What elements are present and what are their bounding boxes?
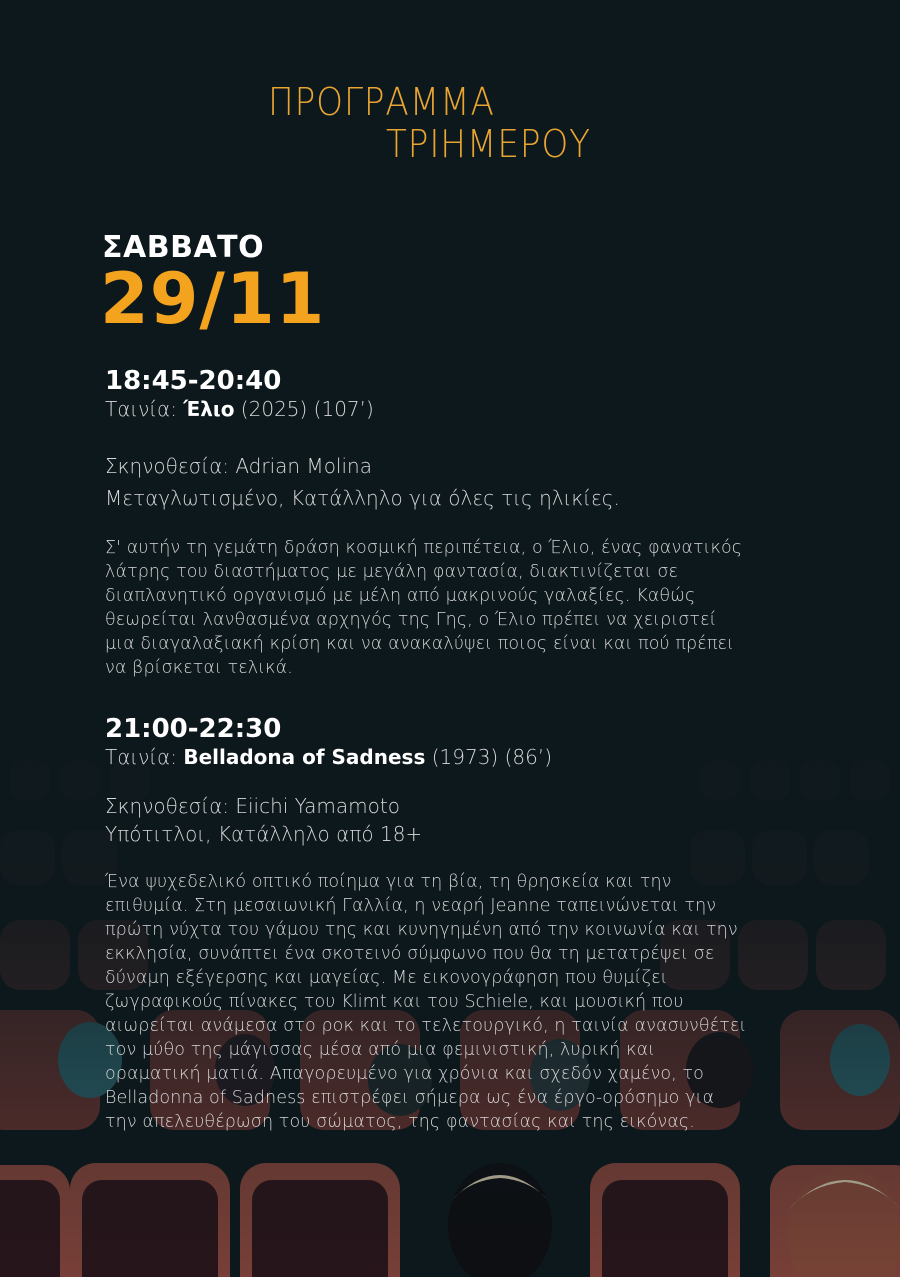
- film-director: Σκηνοθεσία: Adrian Molina: [105, 454, 372, 478]
- description-line: θεωρείται λανθασμένα αρχηγός της Γης, ο Έλιο πρέπει να χειριστεί: [105, 610, 717, 630]
- day-name: ΣΑΒΒΑΤΟ: [102, 230, 265, 265]
- film-info: Μεταγλωτισμένο, Κατάλληλο για όλες τις ηλικίες.: [105, 486, 620, 510]
- screening-2: [105, 714, 825, 1134]
- description-line: επιθυμία. Στη μεσαιωνική Γαλλία, η νεαρή Jeanne ταπεινώνεται την: [105, 896, 717, 916]
- film-label: Ταινία:: [105, 397, 184, 421]
- description-line: Σ' αυτήν τη γεμάτη δράση κοσμική περιπέτεια, ο Έλιο, ένας φανατικός: [105, 538, 743, 558]
- film-label: Ταινία:: [105, 745, 184, 769]
- film-line: [105, 396, 825, 422]
- description-line: πρώτη νύχτα του γάμου της και κυνηγημένη από την κοινωνία και την: [105, 920, 738, 940]
- screening-1: [105, 366, 825, 680]
- program-title-line-2: ΤΡΙΗΜΕΡΟΥ: [386, 122, 591, 166]
- description-line: ζωγραφικούς πίνακες του Klimt και του Schiele, και μουσική που: [105, 992, 684, 1012]
- description-line: οραματική ματιά. Απαγορευμένο για χρόνια και σχεδόν χαμένο, το: [105, 1064, 704, 1084]
- film-info: Υπότιτλοι, Κατάλληλο από 18+: [105, 822, 423, 846]
- description-line: την απελευθέρωση του σώματος, της φαντασίας και της εικόνας.: [105, 1112, 695, 1132]
- film-details: (2025) (107’): [234, 397, 374, 421]
- film-description: [105, 870, 825, 1134]
- day-date: 29/11: [100, 258, 326, 340]
- description-line: αιωρείται ανάμεσα στο ροκ και το τελετουργικό, η ταινία ανασυνθέτει: [105, 1016, 747, 1036]
- description-line: Ένα ψυχεδελικό οπτικό ποίημα για τη βία, τη θρησκεία και την: [105, 872, 672, 892]
- film-title: Έλιο: [183, 397, 235, 421]
- screening-time: 21:00-22:30: [105, 714, 282, 744]
- description-line: Belladonna of Sadness επιστρέφει σήμερα ως ένα έργο-ορόσημο για: [105, 1088, 715, 1108]
- film-title: Belladona of Sadness: [183, 745, 426, 769]
- description-line: διαπλανητικό οργανισμό με μέλη από μακρινούς γαλαξίες. Καθώς: [105, 586, 696, 606]
- film-description: [105, 536, 825, 680]
- film-director: Σκηνοθεσία: Eiichi Yamamoto: [105, 794, 400, 818]
- film-details: (1973) (86’): [425, 745, 552, 769]
- description-line: δύναμη εξέγερσης και μαγείας. Με εικονογράφηση που θυμίζει: [105, 968, 668, 988]
- description-line: εκκλησία, συνάπτει ένα σκοτεινό σύμφωνο που θα τη μετατρέψει σε: [105, 944, 715, 964]
- screening-time: 18:45-20:40: [105, 366, 282, 396]
- description-line: τον μύθο της μάγισσας μέσα από μια φεμινιστική, λυρική και: [105, 1040, 656, 1060]
- description-line: μια διαγαλαξιακή κρίση και να ανακαλύψει ποιος είναι και πού πρέπει: [105, 634, 734, 654]
- description-line: να βρίσκεται τελικά.: [105, 658, 293, 678]
- description-line: λάτρης του διαστήματος με μεγάλη φαντασία, διακτινίζεται σε: [105, 562, 679, 582]
- film-line: [105, 744, 825, 770]
- program-title-line-1: ΠΡΟΓΡΑΜΜΑ: [268, 80, 495, 124]
